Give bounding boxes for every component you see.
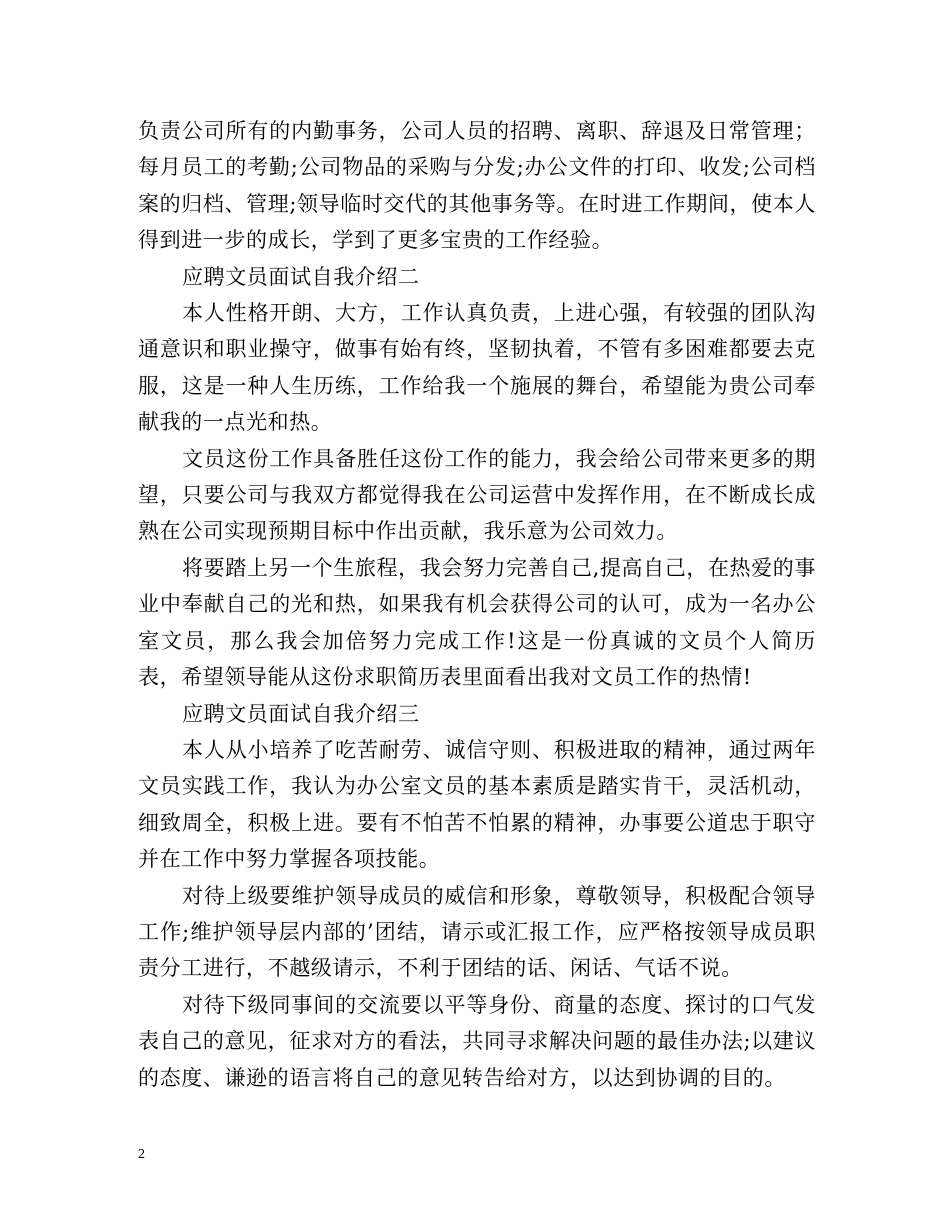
paragraph-ability: 文员这份工作具备胜任这份工作的能力，我会给公司带来更多的期望，只要公司与我双方都觉得我在公司运营中发挥作用，在不断成长成熟在公司实现预期目标中作出贡献，我乐意为公司效力。: [138, 446, 816, 544]
section-heading-two: 应聘文员面试自我介绍二: [182, 264, 420, 289]
paragraph-duties: 负责公司所有的内勤事务，公司人员的招聘、离职、辞退及日常管理；每月员工的考勤;公司物品的采购与分发;办公文件的打印、收发;公司档案的归档、管理;领导临时交代的其他事务等。在时进工作期间，使本人得到进一步的成长，学到了更多宝贵的工作经验。: [138, 119, 816, 253]
document-body: [138, 113, 816, 1096]
paragraph-personality: 本人性格开朗、大方，工作认真负责，上进心强，有较强的团队沟通意识和职业操守，做事有始有终，坚韧执着，不管有多困难都要去克服，这是一种人生历练，工作给我一个施展的舞台，希望能为贵公司奉献我的一点光和热。: [138, 301, 816, 435]
paragraph-colleagues: 对待下级同事间的交流要以平等身份、商量的态度、探讨的口气发表自己的意见，征求对方的看法，共同寻求解决问题的最佳办法;以建议的态度、谦逊的语言将自己的意见转告给对方，以达到协调的目的。: [138, 992, 816, 1090]
section-heading-three: 应聘文员面试自我介绍三: [182, 701, 420, 726]
paragraph-journey: 将要踏上另一个生旅程，我会努力完善自己,提高自己，在热爱的事业中奉献自己的光和热，如果我有机会获得公司的认可，成为一名办公室文员，那么我会加倍努力完成工作!这是一份真诚的文员个人简历表，希望领导能从这份求职简历表里面看出我对文员工作的热情!: [138, 555, 816, 690]
page-number: 2: [138, 1147, 145, 1162]
paragraph-superiors: 对待上级要维护领导成员的威信和形象，尊敬领导，积极配合领导工作;维护领导层内部的’团结，请示或汇报工作，应严格按领导成员职责分工进行，不越级请示，不利于团结的话、闲话、气话不说。: [138, 883, 816, 981]
paragraph-qualities: 本人从小培养了吃苦耐劳、诚信守则、积极进取的精神，通过两年文员实践工作，我认为办公室文员的基本素质是踏实肯干，灵活机动，细致周全，积极上进。要有不怕苦不怕累的精神，办事要公道忠于职守并在工作中努力掌握各项技能。: [138, 737, 816, 872]
